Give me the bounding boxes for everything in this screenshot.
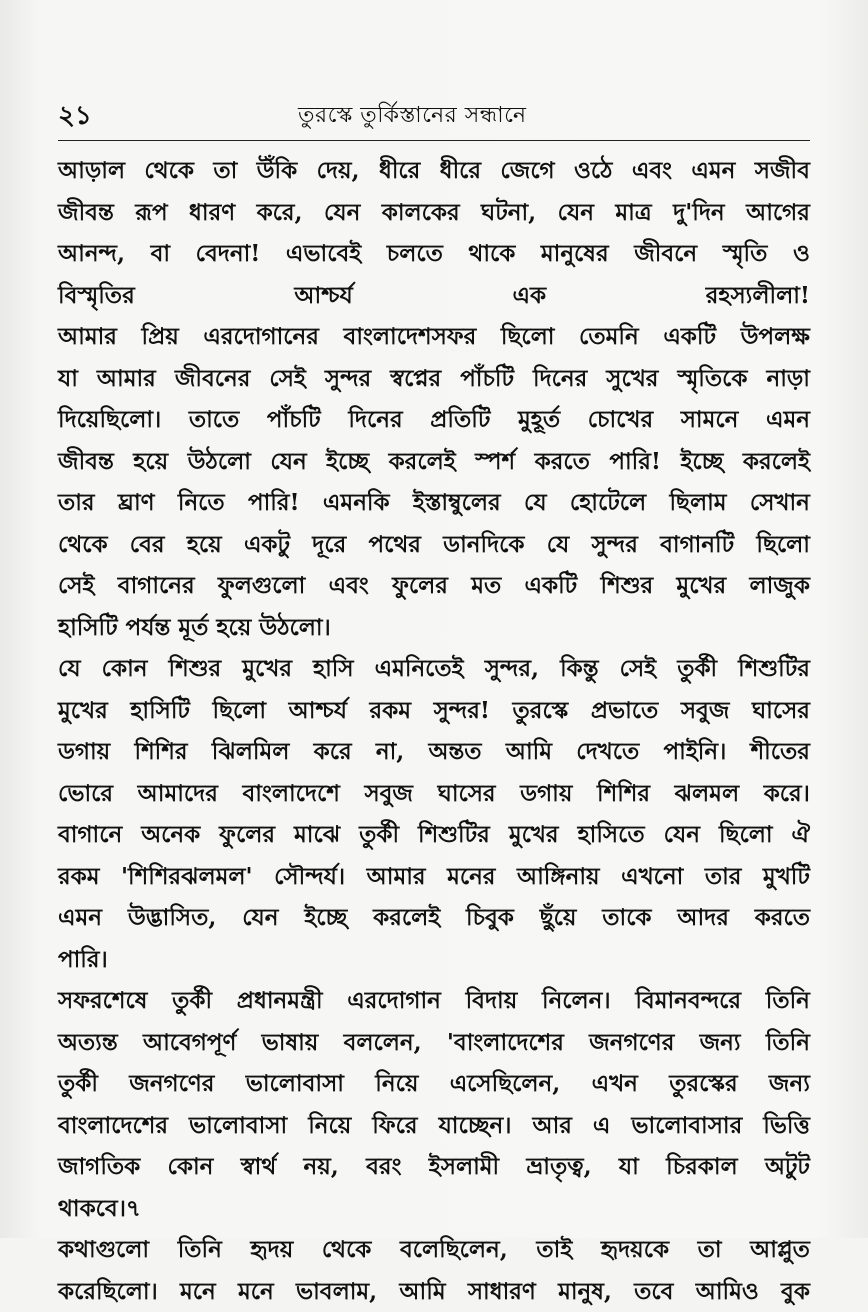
word: এ (593, 1105, 611, 1147)
text-line (58, 690, 810, 732)
word: থেকে (144, 150, 194, 192)
word: মাত্র (615, 192, 651, 234)
word: ভ্রাতৃত্ব, (526, 1146, 591, 1188)
word: আমার (97, 358, 156, 400)
paragraph (58, 316, 810, 648)
word: মনের (447, 856, 495, 898)
word: ধীরে (379, 150, 420, 192)
word: যেন (270, 441, 306, 483)
word: মাঝে (294, 814, 340, 856)
word: শিশির (134, 731, 187, 773)
word: শিশুর (169, 648, 222, 690)
word: একটি (663, 316, 716, 358)
text-line (58, 192, 810, 234)
word: হয়ে (187, 524, 222, 566)
word: হাসি (313, 648, 354, 690)
text-line: হাসিটি পর্যন্ত মূর্ত হয়ে উঠলো। (58, 607, 810, 649)
word: এভাবেই (286, 233, 361, 275)
word: পাইনি। (664, 731, 727, 773)
word: থেকে (322, 1229, 372, 1271)
page-header (58, 96, 810, 136)
word: একটু (244, 524, 290, 566)
word: জন্য (700, 1022, 741, 1064)
word: যে (547, 524, 570, 566)
word: আপ্লুত (750, 1229, 810, 1271)
word: যেন (324, 192, 360, 234)
word: কোন (168, 1146, 214, 1188)
word: অন্তত (429, 731, 482, 773)
word: আর (532, 1105, 571, 1147)
word: করে। (764, 773, 810, 815)
word: হৃদয় (250, 1229, 293, 1271)
word: মুহূর্ত (518, 399, 560, 441)
word: ইচ্ছে (304, 897, 347, 939)
word: আগের (746, 192, 810, 234)
word: ছিলো (213, 690, 267, 732)
word: পথের (369, 524, 421, 566)
word: দেয়, (317, 150, 360, 192)
word: তুর্কী (172, 980, 212, 1022)
word: ঘাসের (752, 690, 810, 732)
word: রহস্যলীলা! (706, 275, 810, 317)
text-line (58, 1105, 810, 1147)
word: আড়াল (58, 150, 125, 192)
word: সামনে (681, 399, 739, 441)
word: সেই (269, 358, 306, 400)
word: রকম (370, 690, 412, 732)
word: তুর্কী (58, 1063, 98, 1105)
word: এখন (592, 1063, 638, 1105)
word: আশ্চর্য (294, 275, 352, 317)
word: বাংলাদেশে (242, 773, 339, 815)
word: ঝলমল (675, 773, 739, 815)
word: বেদনা! (196, 233, 261, 275)
word: দিয়েছিলো। (58, 399, 161, 441)
word: ঝিলমিল (212, 731, 290, 773)
word: নয়, (304, 1146, 339, 1188)
word: তিনি (766, 980, 810, 1022)
word: জীবন্ত (58, 441, 114, 483)
word: করলেই (743, 441, 810, 483)
word: তেমনি (579, 316, 639, 358)
word: জনগণের (129, 1063, 214, 1105)
word: রকম (58, 856, 100, 898)
word: করতে (755, 897, 810, 939)
word: ওঠে (574, 150, 612, 192)
word: সুন্দর (592, 524, 638, 566)
word: মত (471, 565, 501, 607)
word: সেই (58, 565, 95, 607)
word: নিতে (178, 482, 225, 524)
word: সজীব (755, 150, 810, 192)
word: মুখের (509, 814, 559, 856)
word: সৌন্দর্য। (274, 856, 345, 898)
word: তিনি (766, 1022, 810, 1064)
word: তাতে (189, 399, 239, 441)
word: ভাষায় (262, 1022, 319, 1064)
paragraph (58, 150, 810, 316)
text-line (58, 1022, 810, 1064)
word: এরদোগান (347, 980, 441, 1022)
word: স্বার্থ (241, 1146, 277, 1188)
paragraph (58, 648, 810, 980)
word: একটি (525, 565, 578, 607)
word: বরং (366, 1146, 401, 1188)
word: মানুষ, (558, 1271, 612, 1312)
word: চিরকাল (666, 1146, 738, 1188)
word: মুখের (242, 648, 292, 690)
word: আমার (367, 856, 426, 898)
text-line (58, 316, 810, 358)
text-line (58, 399, 810, 441)
word: নাড়া (766, 358, 810, 400)
text-line (58, 856, 810, 898)
word: সাধারণ (468, 1271, 536, 1312)
word: জন্য (769, 1063, 810, 1105)
word: সফরশেষে (58, 980, 147, 1022)
word: আশ্চর্য (289, 690, 347, 732)
word: স্মৃতি (723, 233, 768, 275)
word: 'শিশিরঝলমল' (121, 856, 253, 898)
word: পারি! (248, 482, 300, 524)
word: মানুষের (541, 233, 609, 275)
word: মনে (238, 1271, 274, 1312)
word: শীতের (751, 731, 810, 773)
page-number: ২১ (58, 96, 92, 136)
word: ফুলগুলো (218, 565, 305, 607)
word: জনগণের (589, 1022, 674, 1064)
word: ধারণ (189, 192, 235, 234)
text-line (58, 150, 810, 192)
word: আমাদের (138, 773, 218, 815)
word: ইচ্ছে (680, 441, 723, 483)
text-line (58, 814, 810, 856)
word: তবে (634, 1271, 673, 1312)
word: ভোরে (58, 773, 113, 815)
word: এবং (632, 150, 672, 192)
word: হোটেলে (570, 482, 646, 524)
word: ছিলো (501, 316, 555, 358)
word: বলেছিলেন, (400, 1229, 508, 1271)
word: যে (58, 648, 81, 690)
word: সুন্দর, (485, 648, 539, 690)
word: তুরস্কে (513, 690, 569, 732)
word: বাগানটি (660, 524, 734, 566)
text-line (58, 648, 810, 690)
word: দু'দিন (673, 192, 725, 234)
word: তা (698, 1229, 722, 1271)
word: থেকে (58, 524, 108, 566)
text-line: পারি। (58, 939, 810, 981)
word: বিদায় (466, 980, 518, 1022)
word: বাংলাদেশসফর (344, 316, 477, 358)
word: যে (524, 482, 547, 524)
word: চোখের (588, 399, 653, 441)
word: ফুলের (219, 814, 275, 856)
word: ভিত্তি (763, 1105, 810, 1147)
word: প্রভাতে (591, 690, 658, 732)
word: ফুলের (392, 565, 448, 607)
word: চিবুক (466, 897, 514, 939)
word: উপলক্ষ (741, 316, 810, 358)
word: তিনি (178, 1229, 222, 1271)
word: মনে (180, 1271, 216, 1312)
word: বা (151, 233, 170, 275)
word: মুখের (676, 565, 726, 607)
word: আঙ্গিনায় (517, 856, 600, 898)
word: ঘাসের (438, 773, 496, 815)
word: এরদোগানের (203, 316, 319, 358)
word: করে (314, 731, 352, 773)
word: যাচ্ছেন। (439, 1105, 512, 1147)
word: শিশির (597, 773, 650, 815)
word: এমন (766, 399, 810, 441)
word: তাই (536, 1229, 572, 1271)
word: যেন (558, 192, 594, 234)
word: বের (130, 524, 165, 566)
word: বললেন, (344, 1022, 422, 1064)
word: ও (793, 233, 810, 275)
word: আমার (58, 316, 117, 358)
word: অত্যন্ত (58, 1022, 118, 1064)
text-line (58, 1146, 810, 1188)
word: কথাগুলো (58, 1229, 149, 1271)
word: দিনের (533, 358, 587, 400)
word: অটুট (765, 1146, 810, 1188)
text-line (58, 897, 810, 939)
text-line (58, 1271, 810, 1312)
word: তা (213, 150, 237, 192)
word: সেখান (750, 482, 810, 524)
word: রূপ (135, 192, 167, 234)
word: তার (58, 482, 95, 524)
word: নিলেন। (542, 980, 611, 1022)
word: ঘ্রাণ (118, 482, 155, 524)
word: এমনকি (323, 482, 390, 524)
word: পাঁচটি (460, 358, 514, 400)
word: লাজুক (749, 565, 809, 607)
text-line: থাকবে।৭ (58, 1188, 810, 1230)
paragraph (58, 1229, 810, 1312)
word: অনেক (141, 814, 200, 856)
word: ছিলো (756, 524, 810, 566)
header-rule (58, 140, 810, 141)
word: এখনো (621, 856, 683, 898)
text-line (58, 441, 810, 483)
word: স্পর্শ (475, 441, 515, 483)
word: পারি! (609, 441, 661, 483)
word: বুক (781, 1271, 810, 1312)
word: করে, (257, 192, 303, 234)
word: ইসলামী (429, 1146, 499, 1188)
word: পাঁচটি (267, 399, 321, 441)
word: এসেছিলেন, (450, 1063, 561, 1105)
word: জীবনের (175, 358, 251, 400)
word: দেখতে (576, 731, 639, 773)
word: যেন (242, 897, 278, 939)
text-line (58, 482, 810, 524)
word: উঁকি (257, 150, 298, 192)
text-line (58, 358, 810, 400)
word: কালকের (382, 192, 460, 234)
paragraph (58, 980, 810, 1229)
word: প্রধানমন্ত্রী (237, 980, 323, 1022)
word: হৃদয়কে (601, 1229, 669, 1271)
word: শিশুর (601, 565, 654, 607)
word: কোন (102, 648, 148, 690)
word: বিমানবন্দরে (635, 980, 741, 1022)
word: দিনের (348, 399, 402, 441)
text-line (58, 524, 810, 566)
word: সবুজ (364, 773, 413, 815)
word: বাগানের (118, 565, 195, 607)
text-line (58, 773, 810, 815)
word: এক (512, 275, 546, 317)
running-title: তুরস্কে তুর্কিস্তানের সন্ধানে (298, 96, 527, 136)
word: আনন্দ, (58, 233, 125, 275)
word: ধীরে (440, 150, 481, 192)
word: করতে (535, 441, 590, 483)
word: আমি (506, 731, 552, 773)
body-text (58, 150, 810, 1312)
word: না, (376, 731, 404, 773)
word: হয়ে (133, 441, 168, 483)
word: ঐ (792, 814, 810, 856)
word: জেগে (500, 150, 554, 192)
word: হাসিতে (578, 814, 645, 856)
word: প্রতিটি (430, 399, 490, 441)
word: জীবন্ত (58, 192, 114, 234)
word: সুন্দর (325, 358, 371, 400)
text-line (58, 565, 810, 607)
text-line (58, 1063, 810, 1105)
word: ছিলাম (669, 482, 726, 524)
word: হাসিটি (130, 690, 190, 732)
text-line (58, 275, 810, 317)
word: এবং (329, 565, 369, 607)
word: করেছিলো। (58, 1271, 158, 1312)
word: ভাবলাম, (296, 1271, 377, 1312)
word: বাংলাদেশের (58, 1105, 168, 1147)
word: তার (705, 856, 742, 898)
word: সেই (620, 648, 657, 690)
word: ভালোবাসা (246, 1063, 344, 1105)
word: ঘটনা, (481, 192, 536, 234)
word: প্রিয় (142, 316, 179, 358)
word: করলেই (389, 441, 456, 483)
word: সুখের (606, 358, 658, 400)
word: শিশুটির (738, 648, 810, 690)
word: চলতে (387, 233, 443, 275)
word: উঠলো (188, 441, 251, 483)
word: নিয়ে (308, 1105, 351, 1147)
word: ভালোবাসার (631, 1105, 742, 1147)
word: ডানদিকে (443, 524, 524, 566)
word: বিস্মৃতির (58, 275, 135, 317)
word: 'বাংলাদেশের (447, 1022, 564, 1064)
word: ভালোবাসা (189, 1105, 287, 1147)
word: আদর (677, 897, 729, 939)
word: তুরস্কের (669, 1063, 737, 1105)
word: জীবনে (634, 233, 697, 275)
word: স্বপ্নের (390, 358, 441, 400)
word: ইচ্ছে (326, 441, 369, 483)
word: ইস্তাম্বুলের (413, 482, 501, 524)
word: আমিও (696, 1271, 759, 1312)
word: নিয়ে (375, 1063, 418, 1105)
word: যা (58, 358, 78, 400)
word: থাকে (468, 233, 515, 275)
word: সুন্দর! (434, 690, 490, 732)
word: আবেগপূর্ণ (143, 1022, 236, 1064)
word: জাগতিক (58, 1146, 140, 1188)
word: ফিরে (372, 1105, 417, 1147)
word: ছুঁয়ে (540, 897, 577, 939)
word: এমন (691, 150, 735, 192)
word: দূরে (312, 524, 346, 566)
word: উদ্ভাসিত, (128, 897, 217, 939)
word: এমন (58, 897, 102, 939)
word: বাগানে (58, 814, 122, 856)
word: আমি (399, 1271, 445, 1312)
word: কিন্তু (560, 648, 599, 690)
word: ডগায় (520, 773, 572, 815)
text-line (58, 731, 810, 773)
word: ডগায় (58, 731, 110, 773)
word: তাকে (602, 897, 651, 939)
text-line (58, 1229, 810, 1271)
word: সবুজ (681, 690, 730, 732)
text-line (58, 233, 810, 275)
word: মুখের (58, 690, 108, 732)
word: ছিলো (719, 814, 773, 856)
word: তুর্কী (677, 648, 717, 690)
word: স্মৃতিকে (677, 358, 747, 400)
text-line (58, 980, 810, 1022)
word: এমনিতেই (375, 648, 464, 690)
word: শিশুটির (418, 814, 490, 856)
word: তুর্কী (359, 814, 399, 856)
word: যা (619, 1146, 639, 1188)
word: যেন (664, 814, 700, 856)
word: মুখটি (763, 856, 810, 898)
word: করলেই (373, 897, 440, 939)
